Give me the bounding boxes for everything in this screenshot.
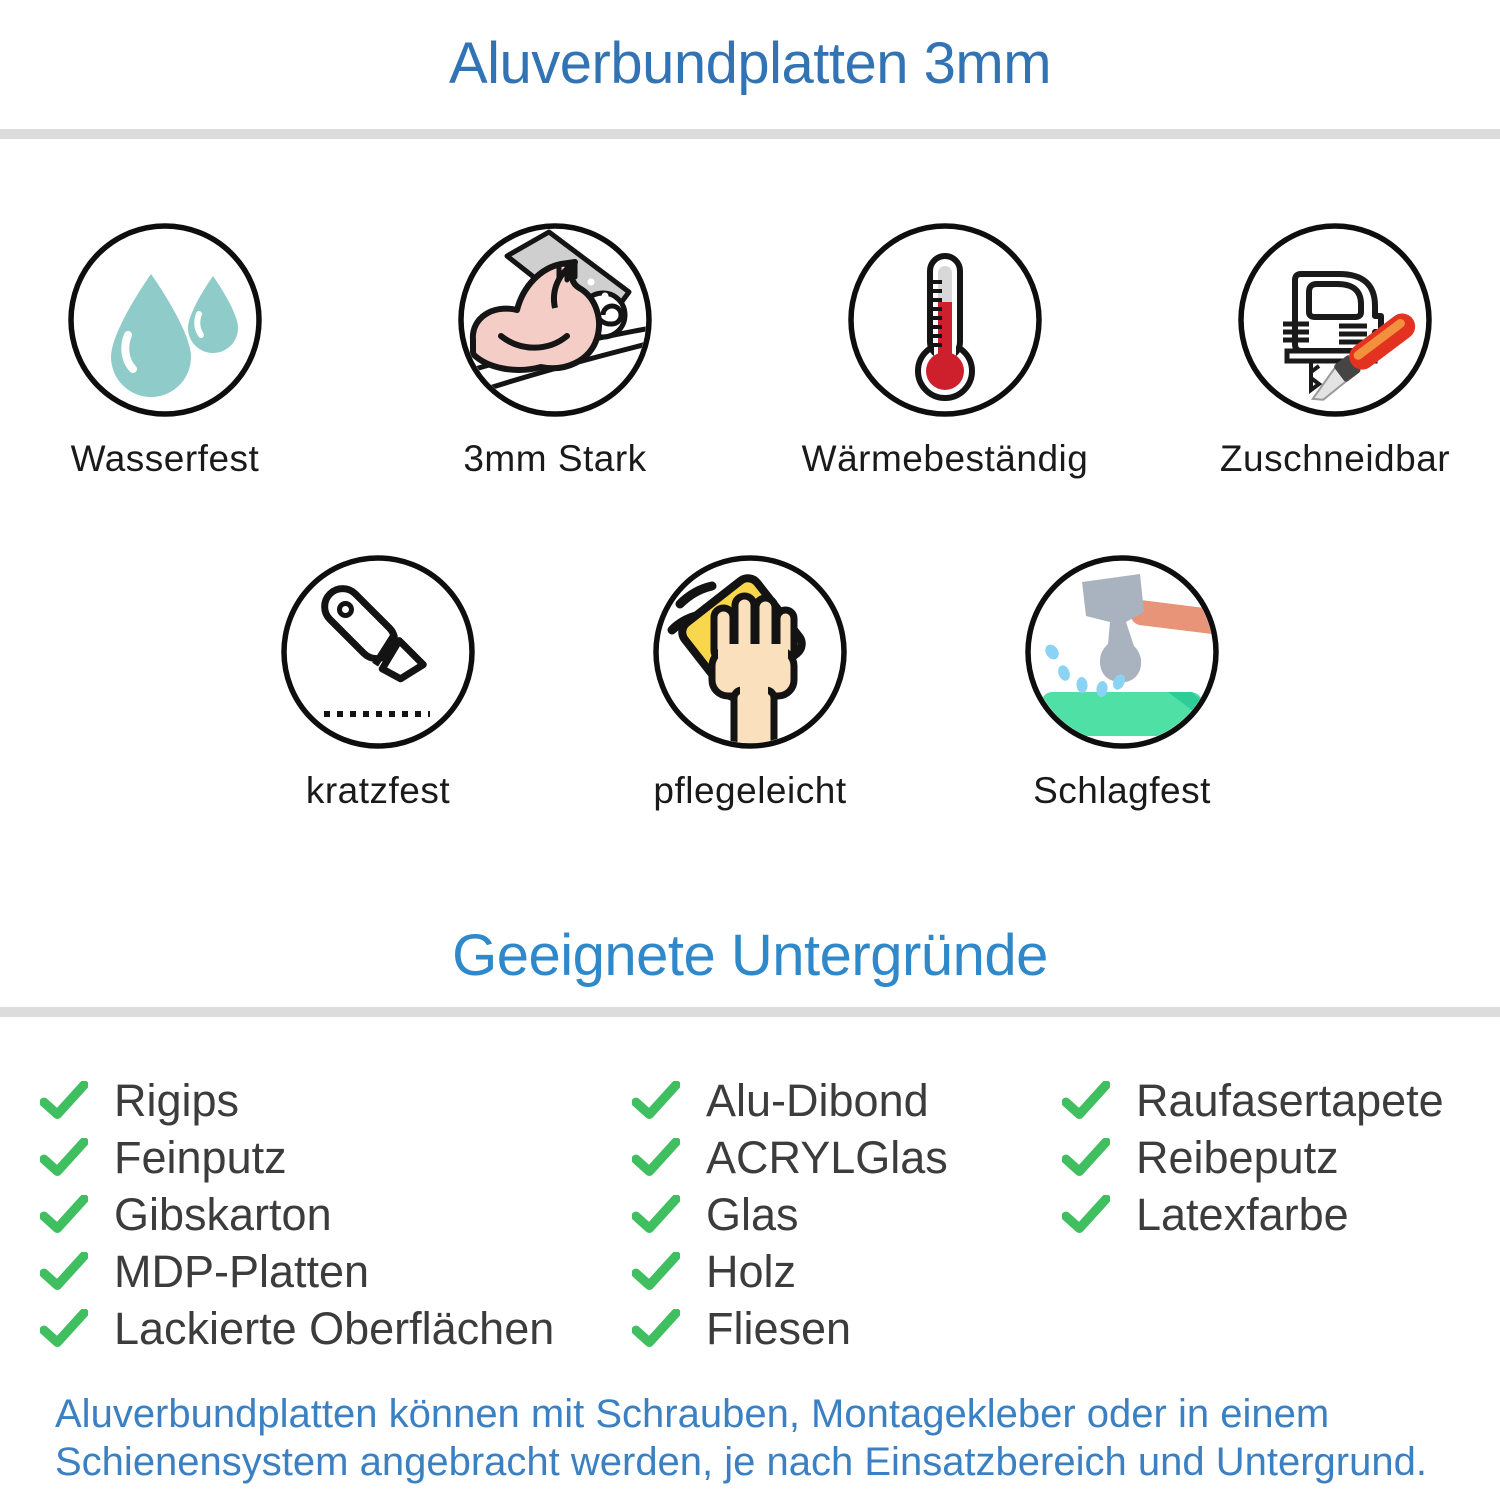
features-row-2 [0, 552, 1500, 812]
check-icon [40, 1138, 88, 1178]
substrate-label: Raufasertapete [1136, 1074, 1444, 1126]
substrate-label: Rigips [114, 1074, 240, 1126]
feature-schlagfest [1022, 552, 1222, 812]
substrate-item [40, 1300, 632, 1357]
feature-zuschneidbar [1219, 220, 1451, 480]
substrate-label: Holz [706, 1245, 797, 1297]
divider [0, 129, 1500, 139]
check-icon [40, 1195, 88, 1235]
substrate-item [632, 1243, 1062, 1300]
substrate-item [632, 1072, 1062, 1129]
substrates-column-1 [40, 1072, 632, 1357]
check-icon [1062, 1138, 1110, 1178]
substrate-label: Reibeputz [1136, 1131, 1339, 1183]
feature-label: kratzfest [305, 770, 451, 811]
water-drops-icon [65, 220, 265, 420]
feature-label: Wasserfest [70, 438, 260, 479]
feature-waermebestaendig [801, 220, 1089, 480]
substrate-item [40, 1243, 632, 1300]
substrate-item [1062, 1072, 1444, 1129]
substrates-title: Geeignete Untergründe [452, 923, 1048, 988]
mounting-note-line-2: Schienensystem angebracht werden, je nach Einsatzbereich und Untergrund. [55, 1440, 1427, 1484]
check-icon [632, 1309, 680, 1349]
mounting-note-line-1: Aluverbundplatten können mit Schrauben, Montagekleber oder in einem [55, 1392, 1330, 1436]
feature-label: Wärmebeständig [801, 438, 1089, 479]
check-icon [40, 1081, 88, 1121]
substrate-label: Feinputz [114, 1131, 287, 1183]
thermometer-icon [845, 220, 1045, 420]
page-title: Aluverbundplatten 3mm [448, 31, 1052, 96]
substrate-label: Latexfarbe [1136, 1188, 1349, 1240]
feature-3mm-stark [455, 220, 655, 480]
check-icon [40, 1309, 88, 1349]
features-row-1 [0, 220, 1500, 480]
substrate-item [40, 1072, 632, 1129]
feature-label: 3mm Stark [463, 438, 647, 479]
substrate-label: Gibskarton [114, 1188, 332, 1240]
substrate-item [1062, 1186, 1444, 1243]
mounting-note [55, 1390, 1455, 1486]
feature-label: pflegeleicht [653, 770, 847, 811]
check-icon [632, 1195, 680, 1235]
substrates-column-3 [1062, 1072, 1444, 1357]
substrate-item [40, 1129, 632, 1186]
cleaning-hand-icon [650, 552, 850, 752]
substrates-columns [40, 1072, 1444, 1357]
check-icon [632, 1081, 680, 1121]
substrate-item [40, 1186, 632, 1243]
substrate-item [632, 1300, 1062, 1357]
cutter-knife-icon [278, 552, 478, 752]
feature-pflegeleicht [650, 552, 850, 812]
check-icon [632, 1252, 680, 1292]
check-icon [1062, 1081, 1110, 1121]
substrate-label: ACRYLGlas [706, 1131, 948, 1183]
divider [0, 1007, 1500, 1017]
substrate-label: Alu-Dibond [706, 1074, 929, 1126]
check-icon [1062, 1195, 1110, 1235]
substrate-label: Fliesen [706, 1302, 852, 1354]
substrate-label: Lackierte Oberflächen [114, 1302, 555, 1354]
substrate-label: Glas [706, 1188, 799, 1240]
feature-wasserfest [65, 220, 265, 480]
jigsaw-icon [1235, 220, 1435, 420]
substrate-label: MDP-Platten [114, 1245, 370, 1297]
feature-label: Schlagfest [1033, 770, 1211, 811]
substrates-column-2 [632, 1072, 1062, 1357]
substrate-item [632, 1186, 1062, 1243]
hammer-icon [1022, 552, 1222, 752]
feature-label: Zuschneidbar [1219, 438, 1451, 479]
muscle-arm-icon [455, 220, 655, 420]
feature-kratzfest [278, 552, 478, 812]
substrate-item [632, 1129, 1062, 1186]
check-icon [632, 1138, 680, 1178]
substrate-item [1062, 1129, 1444, 1186]
check-icon [40, 1252, 88, 1292]
